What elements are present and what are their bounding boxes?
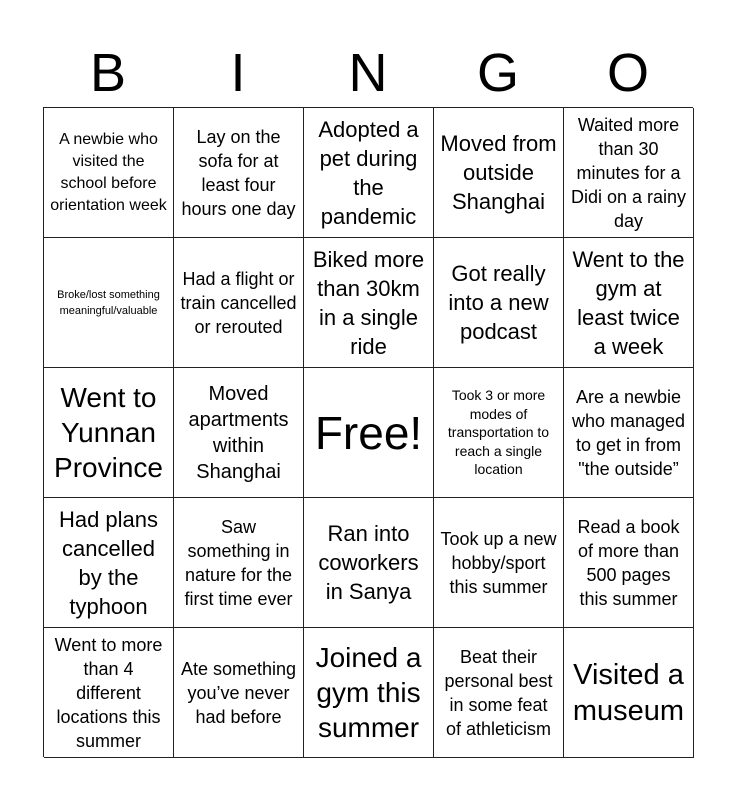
bingo-cell[interactable]: [304, 498, 434, 628]
cell-text: Moved apartments within Shanghai: [188, 382, 289, 483]
cell-text: Waited more than 30 minutes for a Didi on a rainy day: [570, 114, 687, 231]
bingo-cell[interactable]: [304, 628, 434, 758]
bingo-cell[interactable]: [44, 368, 174, 498]
cell-text: A newbie who visited the school before orientation week: [50, 130, 167, 214]
bingo-cell[interactable]: [564, 368, 694, 498]
cell-text: Went to the gym at least twice a week: [572, 246, 685, 359]
cell-text: Visited a museum: [572, 658, 685, 727]
cell-text: Beat their personal best in some feat of athleticism: [444, 646, 553, 739]
cell-text: Went to Yunnan Province: [54, 382, 163, 483]
bingo-cell[interactable]: [434, 498, 564, 628]
bingo-free-cell[interactable]: [304, 368, 434, 498]
bingo-cell[interactable]: [304, 238, 434, 368]
bingo-cell[interactable]: [564, 628, 694, 758]
cell-text: Moved from outside Shanghai: [440, 131, 557, 214]
bingo-header: [43, 38, 693, 108]
bingo-cell[interactable]: [44, 628, 174, 758]
cell-text: Adopted a pet during the pandemic: [318, 116, 419, 229]
header-letter-i: I: [230, 43, 246, 103]
bingo-cell[interactable]: [434, 238, 564, 368]
bingo-cell[interactable]: [174, 108, 304, 238]
bingo-cell[interactable]: [304, 108, 434, 238]
bingo-cell[interactable]: [44, 498, 174, 628]
bingo-cell[interactable]: [44, 238, 174, 368]
bingo-cell[interactable]: [174, 498, 304, 628]
header-letter-n: N: [348, 43, 388, 103]
cell-text: Saw something in nature for the first time ever: [184, 516, 293, 609]
cell-text: Free!: [314, 406, 423, 459]
bingo-cell[interactable]: [174, 238, 304, 368]
header-letter-o: O: [606, 43, 649, 103]
cell-text: Went to more than 4 different locations this summer: [54, 634, 163, 751]
cell-text: Ate something you’ve never had before: [180, 658, 297, 727]
cell-text: Read a book of more than 500 pages this summer: [577, 516, 680, 609]
cell-text: Took 3 or more modes of transportation to reach a single location: [447, 387, 550, 478]
bingo-cell[interactable]: [564, 108, 694, 238]
cell-text: Had a flight or train cancelled or rerouted: [180, 268, 297, 337]
cell-text: Joined a gym this summer: [315, 642, 422, 743]
bingo-grid: [43, 107, 693, 757]
bingo-cell[interactable]: [564, 238, 694, 368]
header-letter-b: B: [89, 43, 127, 103]
cell-text: Broke/lost something meaningful/valuable: [57, 288, 160, 317]
cell-text: Had plans cancelled by the typhoon: [58, 506, 159, 619]
header-letter-g: G: [476, 43, 519, 103]
bingo-cell[interactable]: [434, 368, 564, 498]
cell-text: Biked more than 30km in a single ride: [312, 246, 425, 359]
bingo-cell[interactable]: [44, 108, 174, 238]
cell-text: Took up a new hobby/sport this summer: [440, 528, 557, 597]
bingo-cell[interactable]: [564, 498, 694, 628]
bingo-cell[interactable]: [434, 628, 564, 758]
bingo-cell[interactable]: [174, 368, 304, 498]
cell-text: Got really into a new podcast: [448, 261, 549, 344]
bingo-cell[interactable]: [434, 108, 564, 238]
cell-text: Ran into coworkers in Sanya: [318, 521, 419, 604]
bingo-cell[interactable]: [174, 628, 304, 758]
cell-text: Are a newbie who managed to get in from "the outside”: [571, 386, 686, 479]
cell-text: Lay on the sofa for at least four hours one day: [181, 126, 296, 219]
